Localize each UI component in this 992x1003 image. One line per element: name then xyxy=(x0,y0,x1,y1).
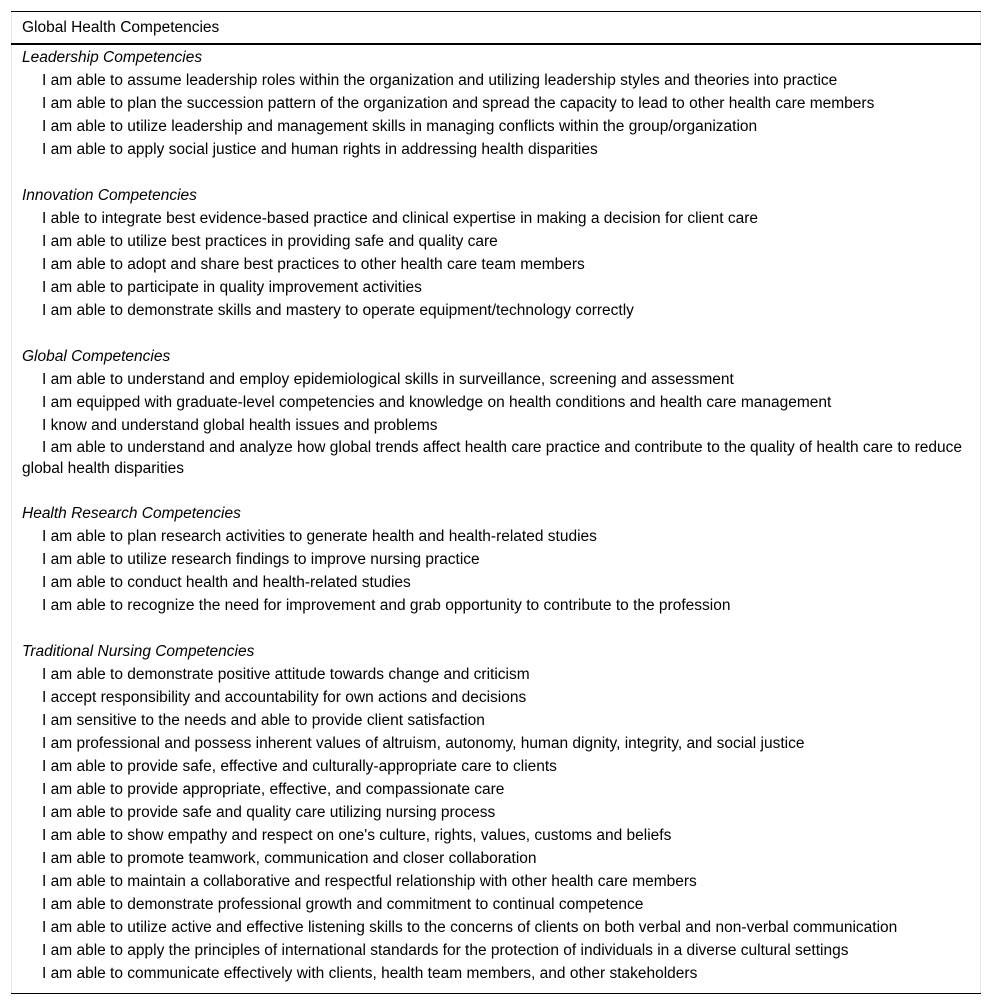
competency-item: I am able to demonstrate professional growth and commitment to continual competence xyxy=(42,896,644,913)
competency-item: I am sensitive to the needs and able to provide client satisfaction xyxy=(42,712,485,729)
section-spacer xyxy=(12,479,980,502)
competency-item: I am able to promote teamwork, communication and closer collaboration xyxy=(42,850,537,867)
section-spacer xyxy=(12,161,980,184)
competency-item: I am able to demonstrate positive attitude towards change and criticism xyxy=(42,666,530,683)
section-title: Innovation Competencies xyxy=(22,187,197,204)
competency-item: I am able to communicate effectively with clients, health team members, and other stakeholders xyxy=(42,965,698,982)
section-title: Global Competencies xyxy=(22,348,171,365)
section-spacer xyxy=(12,617,980,640)
competency-item: I know and understand global health issues and problems xyxy=(42,417,438,434)
competency-item: I am able to maintain a collaborative and respectful relationship with other health care members xyxy=(42,873,697,890)
competency-item: I am able to adopt and share best practices to other health care team members xyxy=(42,256,585,273)
competency-item: I am able to assume leadership roles within the organization and utilizing leadership styles and theories into practice xyxy=(42,72,838,89)
competency-item: I am able to recognize the need for improvement and grab opportunity to contribute to the profession xyxy=(42,597,731,614)
competency-item: I am able to show empathy and respect on one's culture, rights, values, customs and beliefs xyxy=(42,827,672,844)
table-body xyxy=(11,45,981,993)
table-bottom-rule xyxy=(11,993,981,994)
section-spacer xyxy=(12,322,980,345)
competency-item: I am able to understand and analyze how global trends affect health care practice and contribute to the quality of health care to reduce global health disparities xyxy=(22,439,962,477)
section-title: Traditional Nursing Competencies xyxy=(22,643,255,660)
competency-item: I am able to apply social justice and human rights in addressing health disparities xyxy=(42,141,598,158)
section-title: Health Research Competencies xyxy=(22,505,241,522)
section-title: Leadership Competencies xyxy=(22,49,203,66)
competency-item: I am able to understand and employ epidemiological skills in surveillance, screening and assessment xyxy=(42,371,734,388)
competency-item: I am able to provide safe and quality care utilizing nursing process xyxy=(42,804,496,821)
table-header: Global Health Competencies xyxy=(11,12,981,43)
competency-item: I am able to utilize leadership and management skills in managing conflicts within the group/organization xyxy=(42,118,758,135)
competency-item: I am able to utilize best practices in providing safe and quality care xyxy=(42,233,498,250)
competency-item: I am professional and possess inherent values of altruism, autonomy, human dignity, integrity, and social justice xyxy=(42,735,805,752)
competency-item: I am equipped with graduate-level competencies and knowledge on health conditions and health care management xyxy=(42,394,832,411)
competency-item: I am able to apply the principles of international standards for the protection of individuals in a diverse cultural settings xyxy=(42,942,849,959)
competency-item: I am able to plan research activities to generate health and health-related studies xyxy=(42,528,597,545)
competency-item: I able to integrate best evidence-based practice and clinical expertise in making a decision for client care xyxy=(42,210,758,227)
competency-item: I am able to participate in quality improvement activities xyxy=(42,279,422,296)
competency-item: I am able to utilize research findings to improve nursing practice xyxy=(42,551,480,568)
competency-item: I am able to provide safe, effective and culturally-appropriate care to clients xyxy=(42,758,557,775)
competencies-table xyxy=(11,11,981,994)
competency-item: I am able to provide appropriate, effective, and compassionate care xyxy=(42,781,505,798)
competency-item: I am able to conduct health and health-related studies xyxy=(42,574,411,591)
competency-item: I am able to demonstrate skills and mastery to operate equipment/technology correctly xyxy=(42,302,634,319)
competency-item: I am able to plan the succession pattern of the organization and spread the capacity to lead to other health care members xyxy=(42,95,875,112)
competency-item: I am able to utilize active and effective listening skills to the concerns of clients on both verbal and non-verbal communication xyxy=(42,919,898,936)
competency-item: I accept responsibility and accountability for own actions and decisions xyxy=(42,689,527,706)
